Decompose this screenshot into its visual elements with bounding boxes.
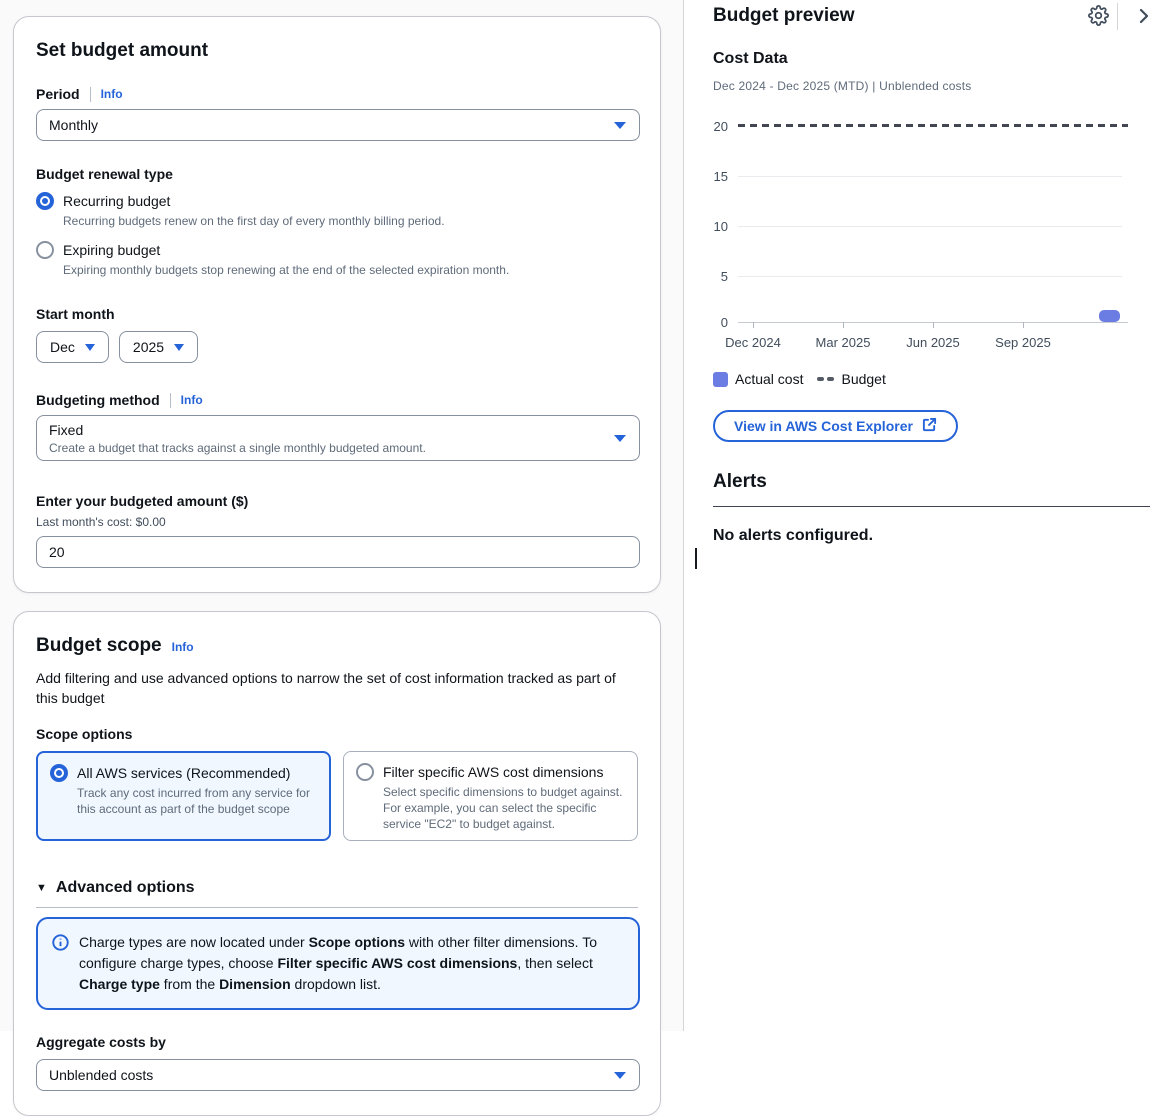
filter-dimensions-label: Filter specific AWS cost dimensions (383, 764, 604, 780)
start-month-dropdown[interactable] (36, 331, 109, 363)
recurring-budget-label: Recurring budget (63, 193, 171, 209)
budget-scope-description: Add filtering and use advanced options to narrow the set of cost information tracked as part of this budget (36, 670, 616, 706)
cost-data-title: Cost Data (713, 50, 788, 67)
budget-scope-info-link[interactable]: Info (171, 640, 194, 654)
aggregate-costs-label: Aggregate costs by (36, 1034, 166, 1050)
collapse-panel-button[interactable] (1131, 4, 1157, 30)
advanced-options-expander[interactable] (36, 879, 638, 897)
scope-option-tiles (36, 751, 638, 841)
scope-options-label: Scope options (36, 726, 133, 742)
info-circle-icon (52, 934, 69, 995)
start-month-controls (36, 331, 638, 363)
chevron-down-icon (174, 344, 184, 351)
budgeting-method-label: Budgeting method (36, 392, 160, 408)
budgeting-method-info-link[interactable]: Info (180, 393, 203, 407)
expiring-budget-label: Expiring budget (63, 242, 161, 258)
y-axis-tick-label: 20 (713, 119, 728, 134)
radio-selected-icon[interactable] (50, 764, 68, 782)
period-label: Period (36, 86, 80, 102)
advanced-options-divider (36, 907, 638, 908)
recurring-budget-description: Recurring budgets renew on the first day of every monthly billing period. (63, 214, 445, 228)
actual-cost-bar[interactable] (1099, 310, 1120, 322)
x-axis-tick (843, 322, 844, 328)
recurring-budget-option (36, 191, 638, 229)
aggregate-costs-value: Unblended costs (49, 1067, 154, 1083)
set-budget-amount-card (13, 16, 661, 593)
cost-data-subtitle: Dec 2024 - Dec 2025 (MTD) | Unblended costs (713, 79, 972, 93)
chevron-right-icon (1136, 8, 1152, 27)
chart-legend (713, 371, 886, 387)
chevron-down-icon (614, 1072, 626, 1079)
budget-dash-swatch-icon (817, 377, 834, 381)
x-axis-tick-label: Sep 2025 (995, 335, 1051, 350)
expiring-budget-description: Expiring monthly budgets stop renewing at the end of the selected expiration month. (63, 263, 510, 277)
budgeting-method-select[interactable] (36, 415, 640, 461)
text-cursor (695, 548, 697, 569)
header-divider (1117, 3, 1118, 30)
radio-unselected-icon[interactable] (36, 241, 54, 259)
y-axis-tick-label: 5 (720, 269, 728, 284)
period-info-link[interactable]: Info (100, 87, 123, 101)
period-select[interactable] (36, 109, 640, 141)
budget-preview-title: Budget preview (713, 5, 855, 26)
y-axis-tick-label: 15 (713, 169, 728, 184)
tile-all-aws-services[interactable] (36, 751, 331, 841)
budgeting-method-description: Create a budget that tracks against a single monthly budgeted amount. (49, 441, 426, 455)
x-axis-tick-label: Jun 2025 (906, 335, 960, 350)
external-link-icon (922, 417, 937, 435)
period-select-value: Monthly (49, 117, 99, 133)
actual-cost-swatch-icon (713, 372, 728, 387)
charge-types-info-alert (36, 917, 640, 1010)
legend-budget: Budget (817, 371, 885, 387)
gridline (738, 276, 1122, 277)
y-axis-tick-label: 0 (720, 315, 728, 330)
last-month-cost-hint: Last month's cost: $0.00 (36, 515, 166, 529)
advanced-options-title: Advanced options (55, 879, 195, 896)
x-axis-tick (1023, 322, 1024, 328)
x-axis-tick-label: Dec 2024 (725, 335, 781, 350)
triangle-down-icon: ▼ (36, 882, 47, 894)
tile-filter-dimensions[interactable] (343, 751, 638, 841)
budget-scope-title-row (36, 634, 638, 658)
budgeting-method-label-row (36, 391, 638, 409)
radio-unselected-icon[interactable] (356, 763, 374, 781)
budgeting-method-value: Fixed (49, 422, 84, 438)
label-divider (90, 87, 91, 102)
charge-types-alert-text: Charge types are now located under Scope options with other filter dimensions. To configure charge types, choose Filter specific AWS cost dimensions, then select Charge type from the Dimension dropdown list. (79, 934, 597, 992)
set-budget-amount-title: Set budget amount (36, 40, 209, 61)
x-axis-tick (753, 322, 754, 328)
all-aws-services-description: Track any cost incurred from any service for this account as part of the budget scope (77, 786, 310, 816)
label-divider (170, 393, 171, 408)
start-year-dropdown[interactable] (119, 331, 198, 363)
x-axis-tick-label: Mar 2025 (815, 335, 871, 350)
y-axis-tick-label: 10 (713, 219, 728, 234)
recurring-budget-radio-row[interactable] (36, 191, 638, 211)
legend-actual-cost: Actual cost (713, 371, 803, 387)
chevron-down-icon (614, 435, 626, 442)
gridline (738, 226, 1122, 227)
settings-button[interactable] (1085, 4, 1111, 30)
start-month-label: Start month (36, 306, 115, 322)
gear-icon (1088, 5, 1109, 29)
radio-selected-icon[interactable] (36, 192, 54, 210)
chevron-down-icon (614, 122, 626, 129)
budget-dashed-line (738, 124, 1128, 127)
budget-scope-card (13, 611, 661, 1116)
budget-preview-panel (684, 0, 1164, 1031)
alerts-title: Alerts (713, 471, 767, 492)
chevron-down-icon (85, 344, 95, 351)
budget-scope-title: Budget scope (36, 635, 162, 656)
start-month-value: Dec (50, 339, 75, 355)
no-alerts-text: No alerts configured. (713, 527, 874, 544)
expiring-budget-option (36, 240, 638, 278)
view-in-cost-explorer-button[interactable]: View in AWS Cost Explorer (713, 410, 958, 442)
start-year-value: 2025 (132, 339, 165, 355)
period-label-row (36, 85, 638, 103)
all-aws-services-label: All AWS services (Recommended) (77, 765, 291, 781)
expiring-budget-radio-row[interactable] (36, 240, 638, 260)
renewal-type-label: Budget renewal type (36, 166, 173, 182)
gridline (738, 176, 1122, 177)
alerts-divider (713, 506, 1150, 507)
x-axis-tick (933, 322, 934, 328)
budgeted-amount-label: Enter your budgeted amount ($) (36, 493, 249, 509)
budgeted-amount-input[interactable] (36, 536, 640, 568)
aggregate-costs-select[interactable] (36, 1059, 640, 1091)
filter-dimensions-description: Select specific dimensions to budget against. For example, you can select the specific service "EC2" to budget against. (383, 785, 623, 831)
